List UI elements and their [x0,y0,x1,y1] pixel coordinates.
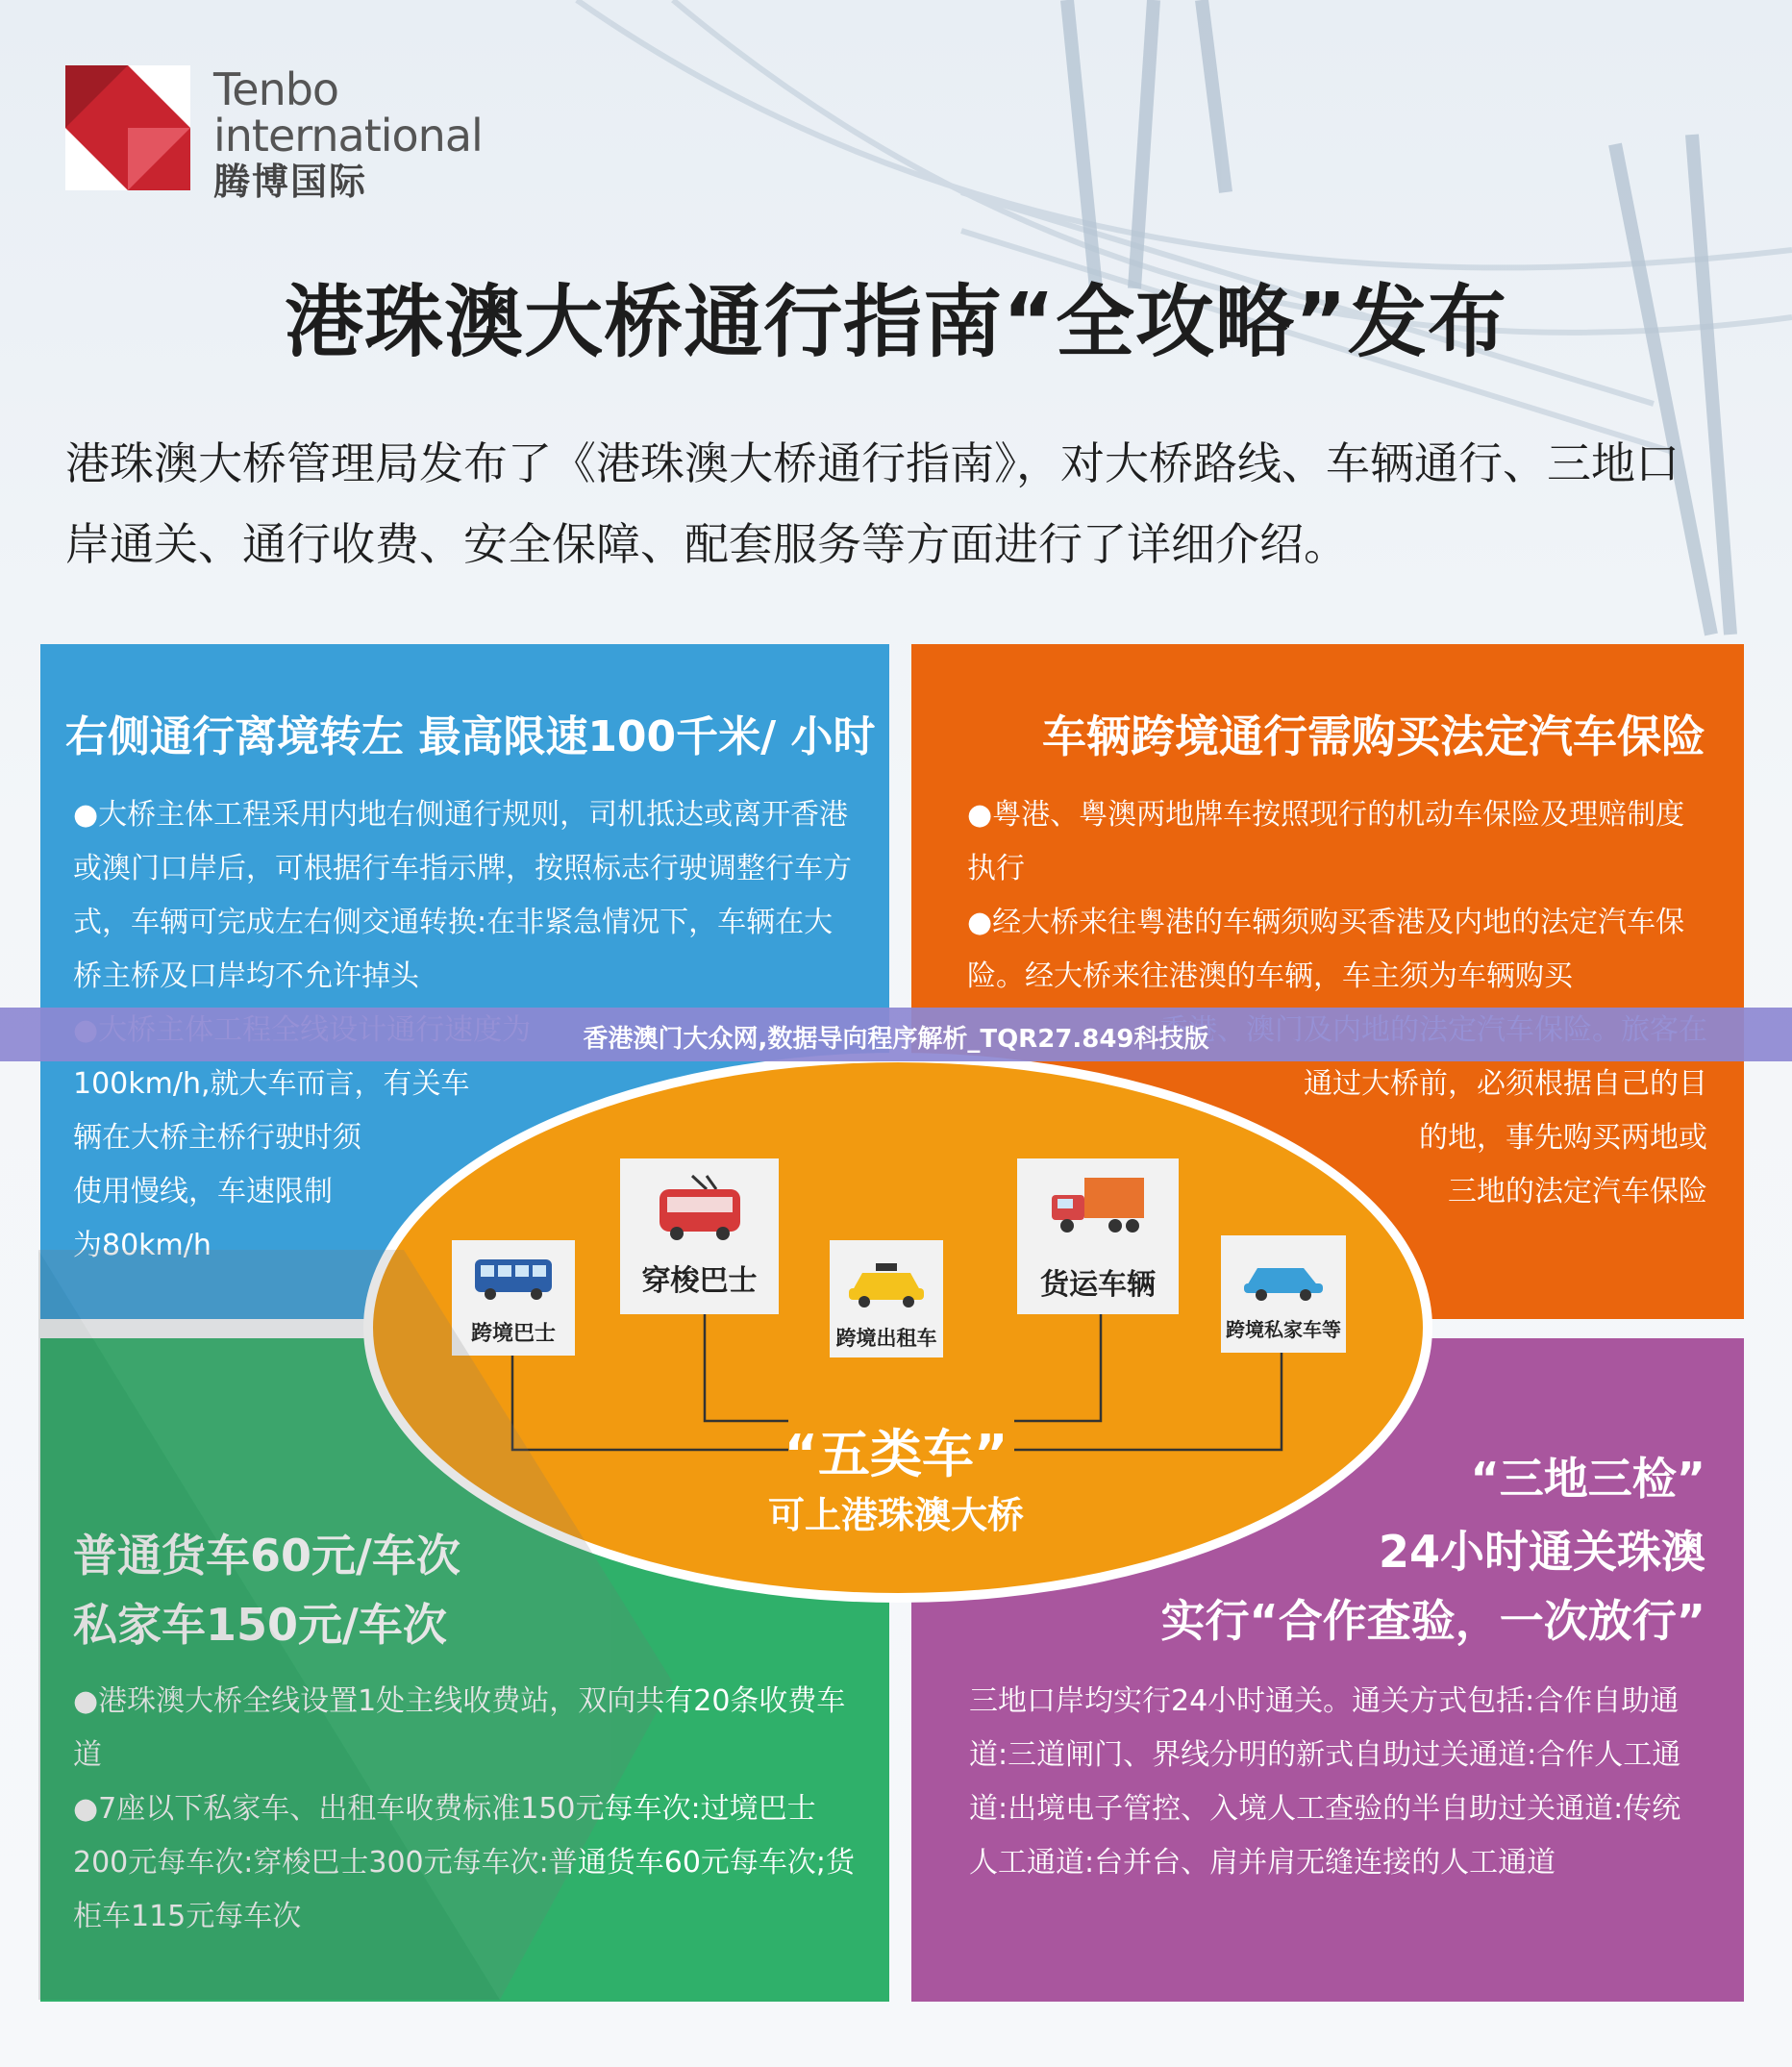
speed-rules-point-2b: 100km/h,就大车而言，有关车 [73,1067,470,1101]
bus-label: 跨境巴士 [470,1322,556,1346]
overlay-banner-text: 香港澳门大众网,数据导向程序解析_TQR27.849科技版 [583,1025,1209,1054]
toll-title-2: 私家车150元/车次 [73,1599,447,1651]
speed-rules-point-2d: 使用慢线，车速限制 [73,1175,333,1208]
private-car-card [1221,1235,1346,1353]
insurance-point-2c: 通过大桥前，必须根据自己的目 [1304,1067,1707,1101]
taxi-card [830,1240,943,1357]
customs-body [969,1675,1709,1890]
speed-rules-point-2e: 为80km/h [73,1229,212,1262]
page-title: 港珠澳大桥通行指南“全攻略”发布 [285,277,1507,368]
toll-point-2: ●7座以下私家车、出租车收费标准150元每车次:过境巴士200元每车次:穿梭巴士300元每车次:普通货车60元每车次;货柜车115元每车次 [73,1792,856,1933]
shuttle-bus-card [620,1158,779,1314]
tenbo-logo-text [213,63,483,203]
five-vehicle-types-subtitle: 可上港珠澳大桥 [767,1494,1024,1536]
customs-point-1: 三地口岸均实行24小时通关。通关方式包括:合作自助通道:三道闸门、界线分明的新式自助过关通道:合作人工通道:出境电子管控、入境人工查验的半自助过关通道:传统人工通道:台并台、肩并肩无缝连接的人工通道 [969,1684,1681,1880]
taxi-label: 跨境出租车 [835,1327,937,1350]
logo-en-line1: Tenbo [213,63,339,115]
speed-rules-title: 右侧通行离境转左 最高限速100千米/ 小时 [65,712,876,761]
customs-title-1: “三地三检” [1470,1453,1705,1505]
truck-icon [1048,1174,1148,1239]
customs-title-2: 24小时通关珠澳 [1378,1526,1705,1578]
freight-label: 货运车辆 [1040,1268,1156,1302]
car-icon [1240,1258,1327,1301]
five-vehicle-types-title: “五类车” [784,1424,1008,1484]
toll-point-1: ●港珠澳大桥全线设置1处主线收费站，双向共有20条收费车道 [73,1684,846,1772]
customs-title-3: 实行“合作查验，一次放行” [1160,1595,1705,1647]
insurance-title: 车辆跨境通行需购买法定汽车保险 [1042,710,1705,762]
insurance-point-2d: 的地，事先购买两地或 [1419,1121,1707,1155]
logo-cn: 腾博国际 [213,161,368,203]
cross-border-bus-card [452,1240,575,1356]
insurance-point-2e: 三地的法定汽车保险 [1448,1175,1707,1208]
tenbo-logo-mark [65,65,190,190]
logo-en-line2: international [213,110,483,162]
taxi-icon [845,1261,928,1307]
freight-vehicle-card [1017,1158,1179,1314]
private-car-label: 跨境私家车等 [1226,1318,1341,1341]
toll-body [73,1675,861,1944]
speed-rules-point-1: ●大桥主体工程采用内地右侧通行规则，司机抵达或离开香港或澳门口岸后，可根据行车指示牌，按照标志行驶调整行车方式，车辆可完成左右侧交通转换:在非紧急情况下，车辆在大桥主桥及口岸均不允许掉头 [73,798,852,993]
speed-rules-point-2c: 辆在大桥主桥行驶时须 [73,1121,361,1155]
intro-paragraph: 港珠澳大桥管理局发布了《港珠澳大桥通行指南》，对大桥路线、车辆通行、三地口岸通关、通行收费、安全保障、配套服务等方面进行了详细介绍。 [65,437,1680,570]
bus-icon [471,1254,556,1302]
insurance-point-1: ●粤港、粤澳两地牌车按照现行的机动车保险及理赔制度执行 [967,798,1685,885]
shuttle-label: 穿梭巴士 [641,1264,758,1298]
toll-title-1: 普通货车60元/车次 [73,1530,460,1581]
shuttle-bus-icon [654,1172,745,1244]
insurance-point-2: ●经大桥来往粤港的车辆须购买香港及内地的法定汽车保险。经大桥来往港澳的车辆，车主须为车辆购买 [967,906,1685,993]
